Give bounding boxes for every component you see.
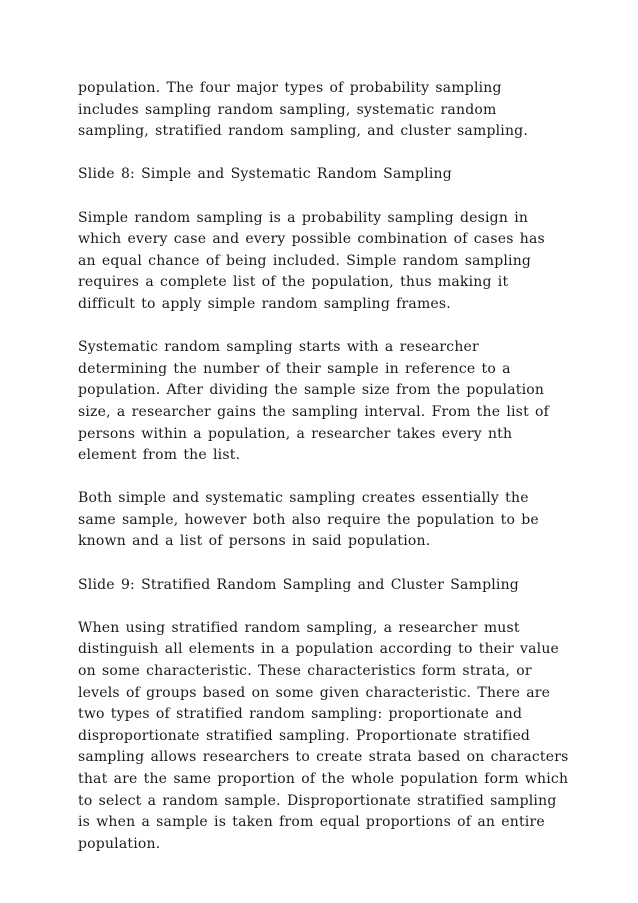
text-line: difficult to apply simple random sampling frames. — [78, 295, 451, 312]
text-line: element from the list. — [78, 447, 241, 464]
text-line: on some characteristic. These characteristics form strata, or — [78, 663, 532, 680]
text-line: which every case and every possible combination of cases has — [78, 231, 545, 248]
text-line: includes sampling random sampling, systematic random — [78, 101, 497, 118]
heading-text: Slide 9: Stratified Random Sampling and Cluster Sampling — [78, 576, 519, 593]
text-line: same sample, however both also require the population to be — [78, 511, 539, 528]
slide-8-heading — [78, 164, 568, 186]
text-line: size, a researcher gains the sampling interval. From the list of — [78, 403, 550, 420]
text-line: requires a complete list of the population, thus making it — [78, 274, 509, 291]
text-line: distinguish all elements in a population according to their value — [78, 641, 560, 658]
text-line: determining the number of their sample in reference to a — [78, 360, 511, 377]
text-line: levels of groups based on some given characteristic. There are — [78, 684, 551, 701]
text-line: sampling, stratified random sampling, and cluster sampling. — [78, 123, 528, 140]
text-line: Simple random sampling is a probability sampling design in — [78, 209, 529, 226]
text-line: Systematic random sampling starts with a researcher — [78, 339, 479, 356]
paragraph-stratified-random-sampling — [78, 618, 568, 856]
paragraph-systematic-random-sampling — [78, 337, 568, 467]
text-line: that are the same proportion of the whole population form which — [78, 771, 569, 787]
text-line: disproportionate stratified sampling. Proportionate stratified — [78, 727, 531, 744]
text-line: known and a list of persons in said population. — [78, 533, 431, 550]
text-line: When using stratified random sampling, a researcher must — [78, 619, 520, 636]
paragraph-both-sampling — [78, 488, 568, 553]
paragraph-simple-random-sampling — [78, 208, 568, 316]
text-line: population. The four major types of probability sampling — [78, 80, 502, 96]
paragraph-intro-continuation — [78, 78, 568, 143]
text-line: Both simple and systematic sampling creates essentially the — [78, 490, 529, 507]
text-line: to select a random sample. Disproportionate stratified sampling — [78, 792, 557, 809]
text-line: population. — [78, 835, 161, 852]
text-line: persons within a population, a researcher takes every nth — [78, 425, 513, 442]
text-line: an equal chance of being included. Simple random sampling — [78, 252, 532, 269]
text-line: two types of stratified random sampling: proportionate and — [78, 706, 523, 723]
heading-text: Slide 8: Simple and Systematic Random Sampling — [78, 166, 452, 183]
text-line: population. After dividing the sample size from the population — [78, 382, 545, 399]
slide-9-heading — [78, 575, 568, 597]
text-line: is when a sample is taken from equal proportions of an entire — [78, 814, 545, 831]
document-page — [78, 78, 568, 877]
text-line: sampling allows researchers to create strata based on characters — [78, 749, 569, 766]
